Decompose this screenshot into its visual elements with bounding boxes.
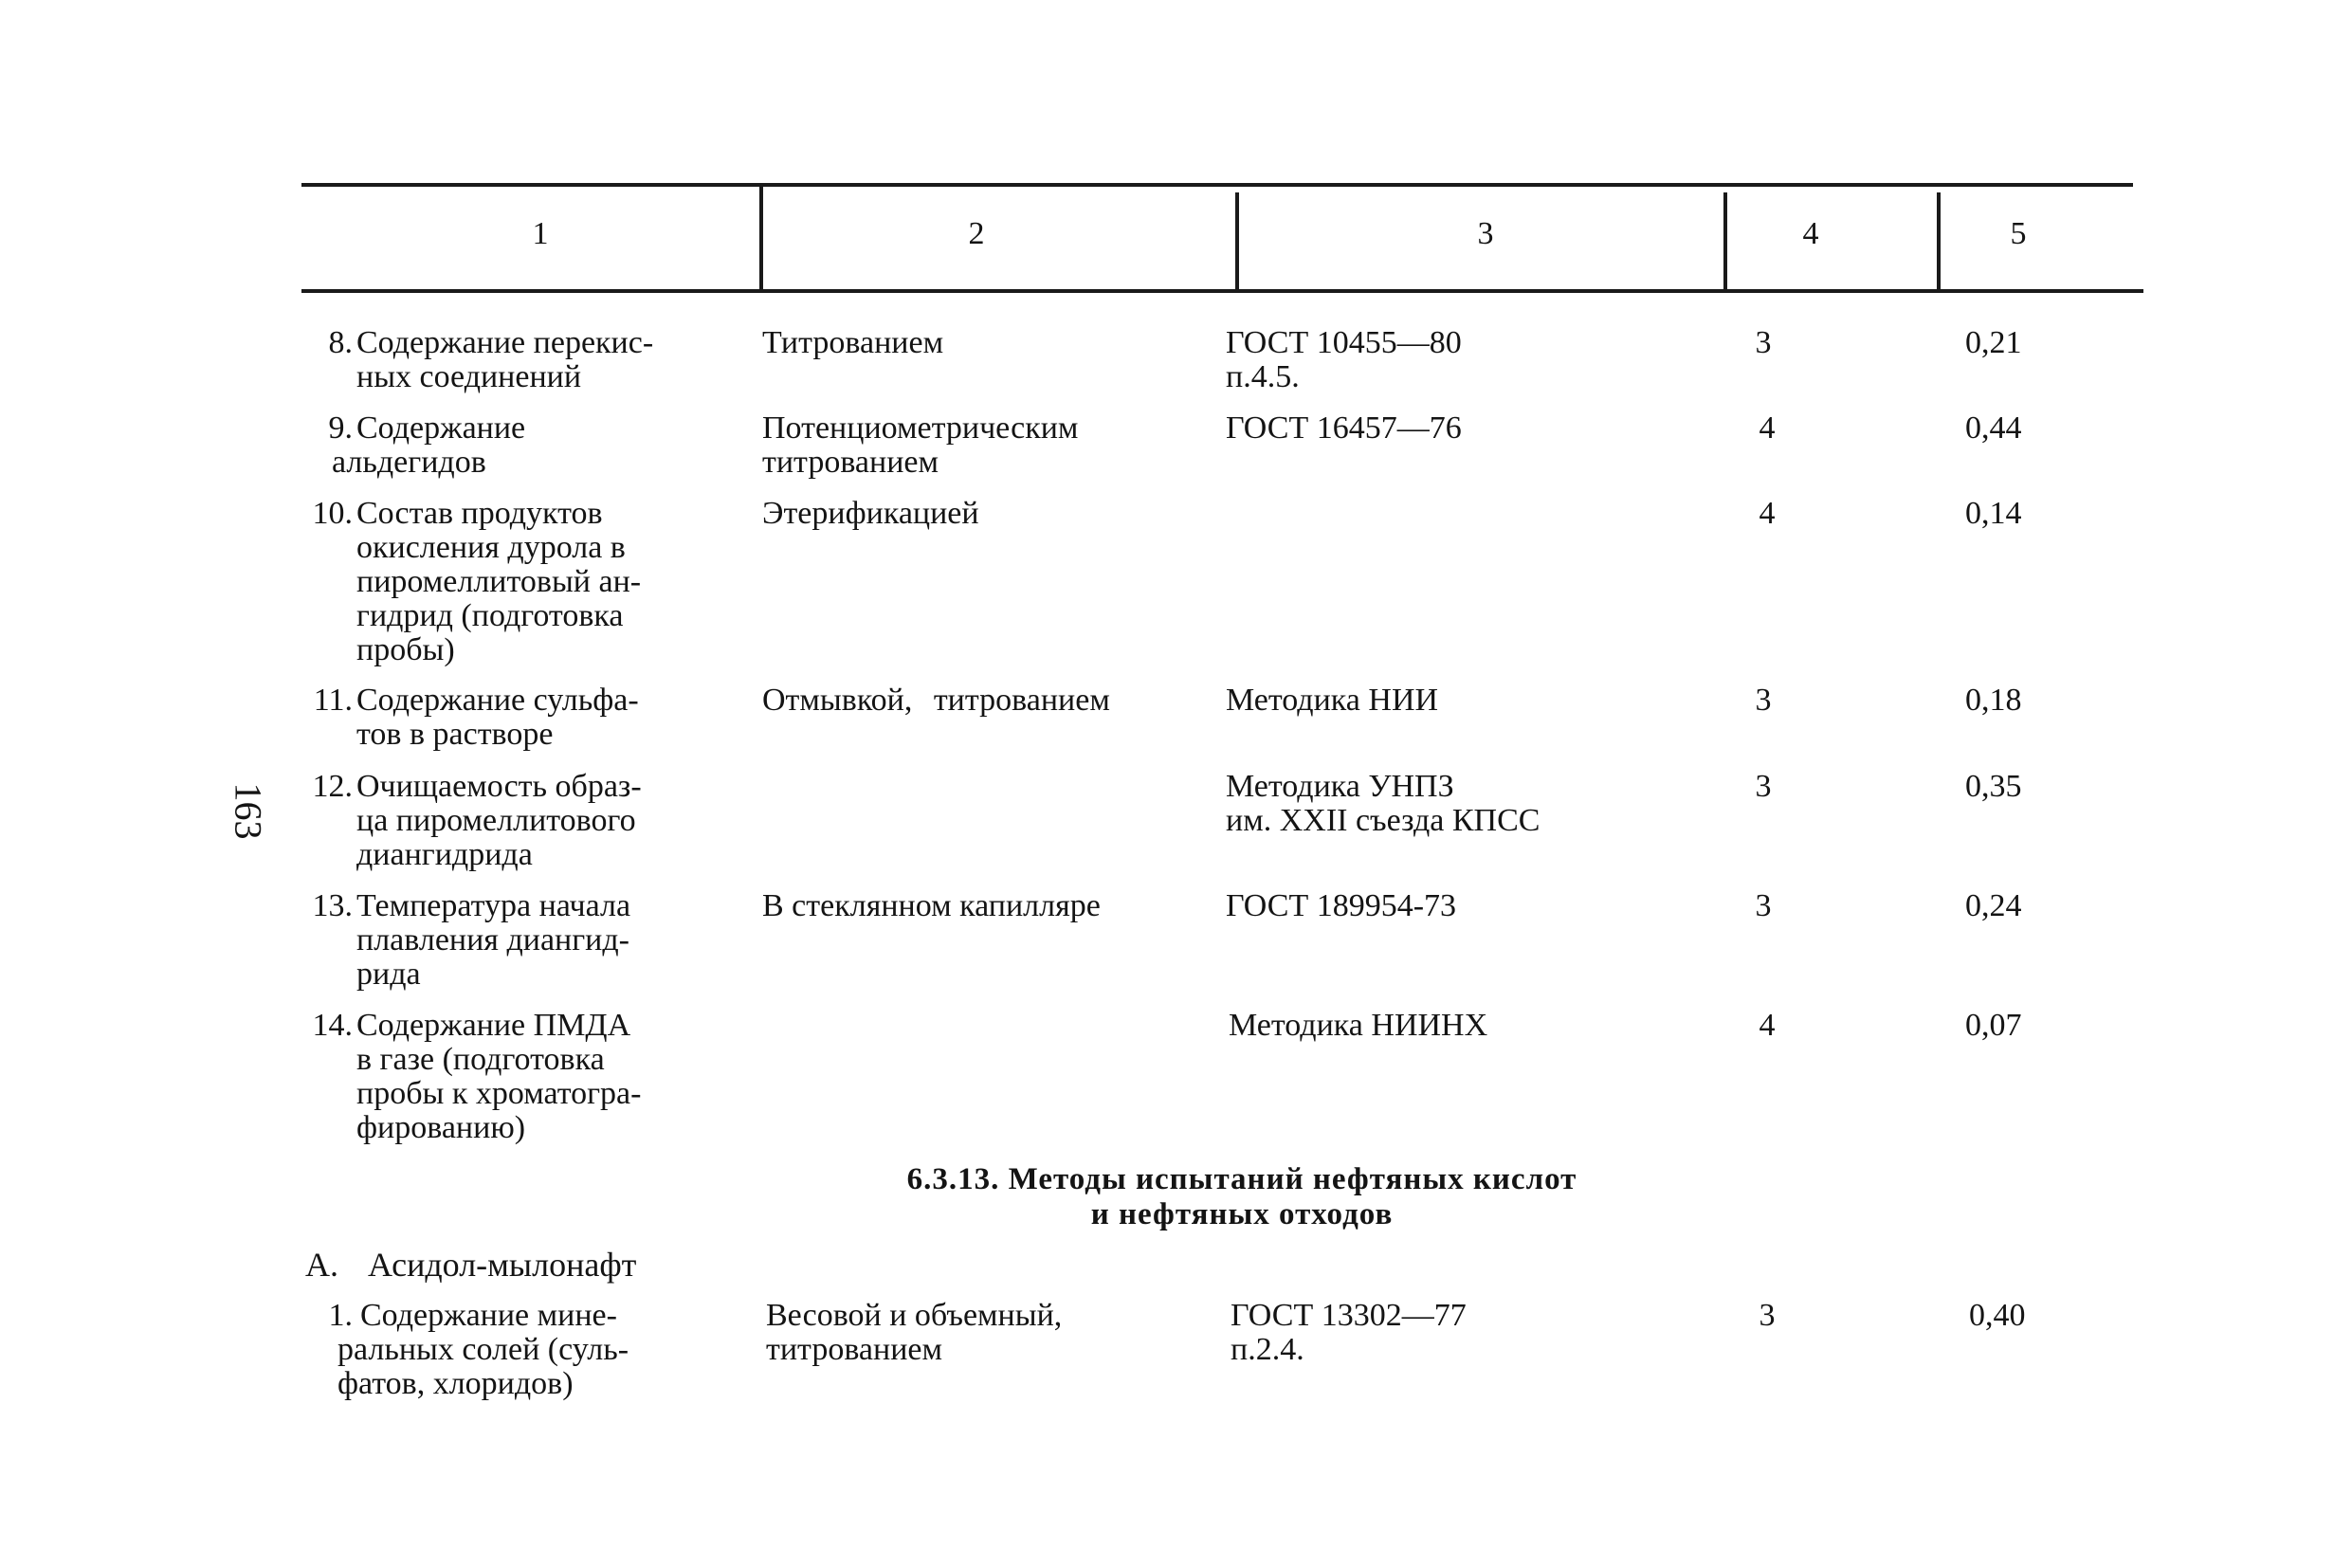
column-divider-3 — [1723, 192, 1727, 289]
column-number-5: 5 — [2010, 216, 2027, 251]
row-col4: 3 — [1755, 683, 1772, 718]
row-number: 13. — [312, 888, 353, 923]
column-divider-4 — [1937, 192, 1941, 289]
row-col4: 3 — [1755, 769, 1772, 804]
row-parameter: Содержание ПМДА в газе (подготовка пробы к хроматогра- фированию) — [356, 1008, 642, 1145]
row-col5: 0,14 — [1965, 496, 2022, 531]
section-heading-line-1: 6.3.13. Методы испытаний нефтяных кислот — [906, 1162, 1577, 1196]
row-col4: 4 — [1759, 496, 1776, 531]
row-document: ГОСТ 10455—80 п.4.5. — [1226, 325, 1462, 394]
row-col4: 3 — [1755, 888, 1772, 923]
row-col5: 0,21 — [1965, 325, 2022, 360]
page-number: 163 — [227, 782, 270, 840]
row-number: 8. — [328, 325, 353, 360]
row-method: Весовой и объемный, титрованием — [766, 1298, 1063, 1367]
column-divider-2 — [1235, 192, 1239, 289]
row-number: 14. — [312, 1008, 353, 1043]
row-document: ГОСТ 16457—76 — [1226, 410, 1462, 446]
row-parameter: Содержание альдегидов — [332, 410, 526, 480]
row-parameter: Очищаемость образ- ца пиромеллитового диангидрида — [356, 769, 642, 872]
row-number: 10. — [312, 496, 353, 531]
row-number: 9. — [328, 410, 353, 446]
table-top-rule — [301, 183, 2133, 187]
subsection-label: А. — [305, 1246, 338, 1284]
row-method: Титрованием — [762, 325, 944, 360]
row-parameter: Содержание сульфа- тов в растворе — [356, 683, 639, 752]
row-parameter: Состав продуктов окисления дурола в пиромеллитовый ан- гидрид (подготовка пробы) — [356, 496, 642, 667]
column-number-3: 3 — [1477, 216, 1494, 251]
row-col5: 0,44 — [1965, 410, 2022, 446]
row-number: 11. — [313, 683, 353, 718]
row-col5: 0,24 — [1965, 888, 2022, 923]
row-method: Этерификацией — [762, 496, 979, 531]
row-col4: 3 — [1755, 325, 1772, 360]
row-document: Методика НИИ — [1226, 683, 1439, 718]
section-heading-line-2: и нефтяных отходов — [1090, 1197, 1394, 1231]
row-document: Методика УНПЗ им. XXII съезда КПСС — [1226, 769, 1541, 838]
column-number-1: 1 — [532, 216, 549, 251]
row-document: ГОСТ 189954-73 — [1226, 888, 1457, 923]
row-document: Методика НИИНХ — [1229, 1008, 1488, 1043]
column-divider-1 — [759, 187, 763, 289]
column-number-2: 2 — [968, 216, 985, 251]
row-col5: 0,40 — [1969, 1298, 2026, 1333]
table-header-bottom-rule — [301, 289, 2143, 293]
row-col5: 0,07 — [1965, 1008, 2022, 1043]
row-method: Потенциометрическим титрованием — [762, 410, 1079, 480]
row-number: 12. — [312, 769, 353, 804]
row-document: ГОСТ 13302—77 п.2.4. — [1231, 1298, 1467, 1367]
row-col5: 0,18 — [1965, 683, 2022, 718]
row-col4: 4 — [1759, 1008, 1776, 1043]
column-number-4: 4 — [1802, 216, 1819, 251]
row-method: Отмывкой, титрованием — [762, 683, 1110, 718]
row-parameter: Содержание мине- ральных солей (суль- фатов, хлоридов) — [337, 1298, 629, 1401]
row-col5: 0,35 — [1965, 769, 2022, 804]
row-col4: 3 — [1759, 1298, 1776, 1333]
row-parameter: Содержание перекис- ных соединений — [356, 325, 654, 394]
row-number: 1. — [328, 1298, 353, 1333]
section-heading — [834, 1162, 1650, 1232]
row-col4: 4 — [1759, 410, 1776, 446]
row-method: В стеклянном капилляре — [762, 888, 1101, 923]
row-parameter: Температура начала плавления диангид- рида — [356, 888, 631, 992]
subsection-title: Асидол-мылонафт — [368, 1246, 637, 1284]
